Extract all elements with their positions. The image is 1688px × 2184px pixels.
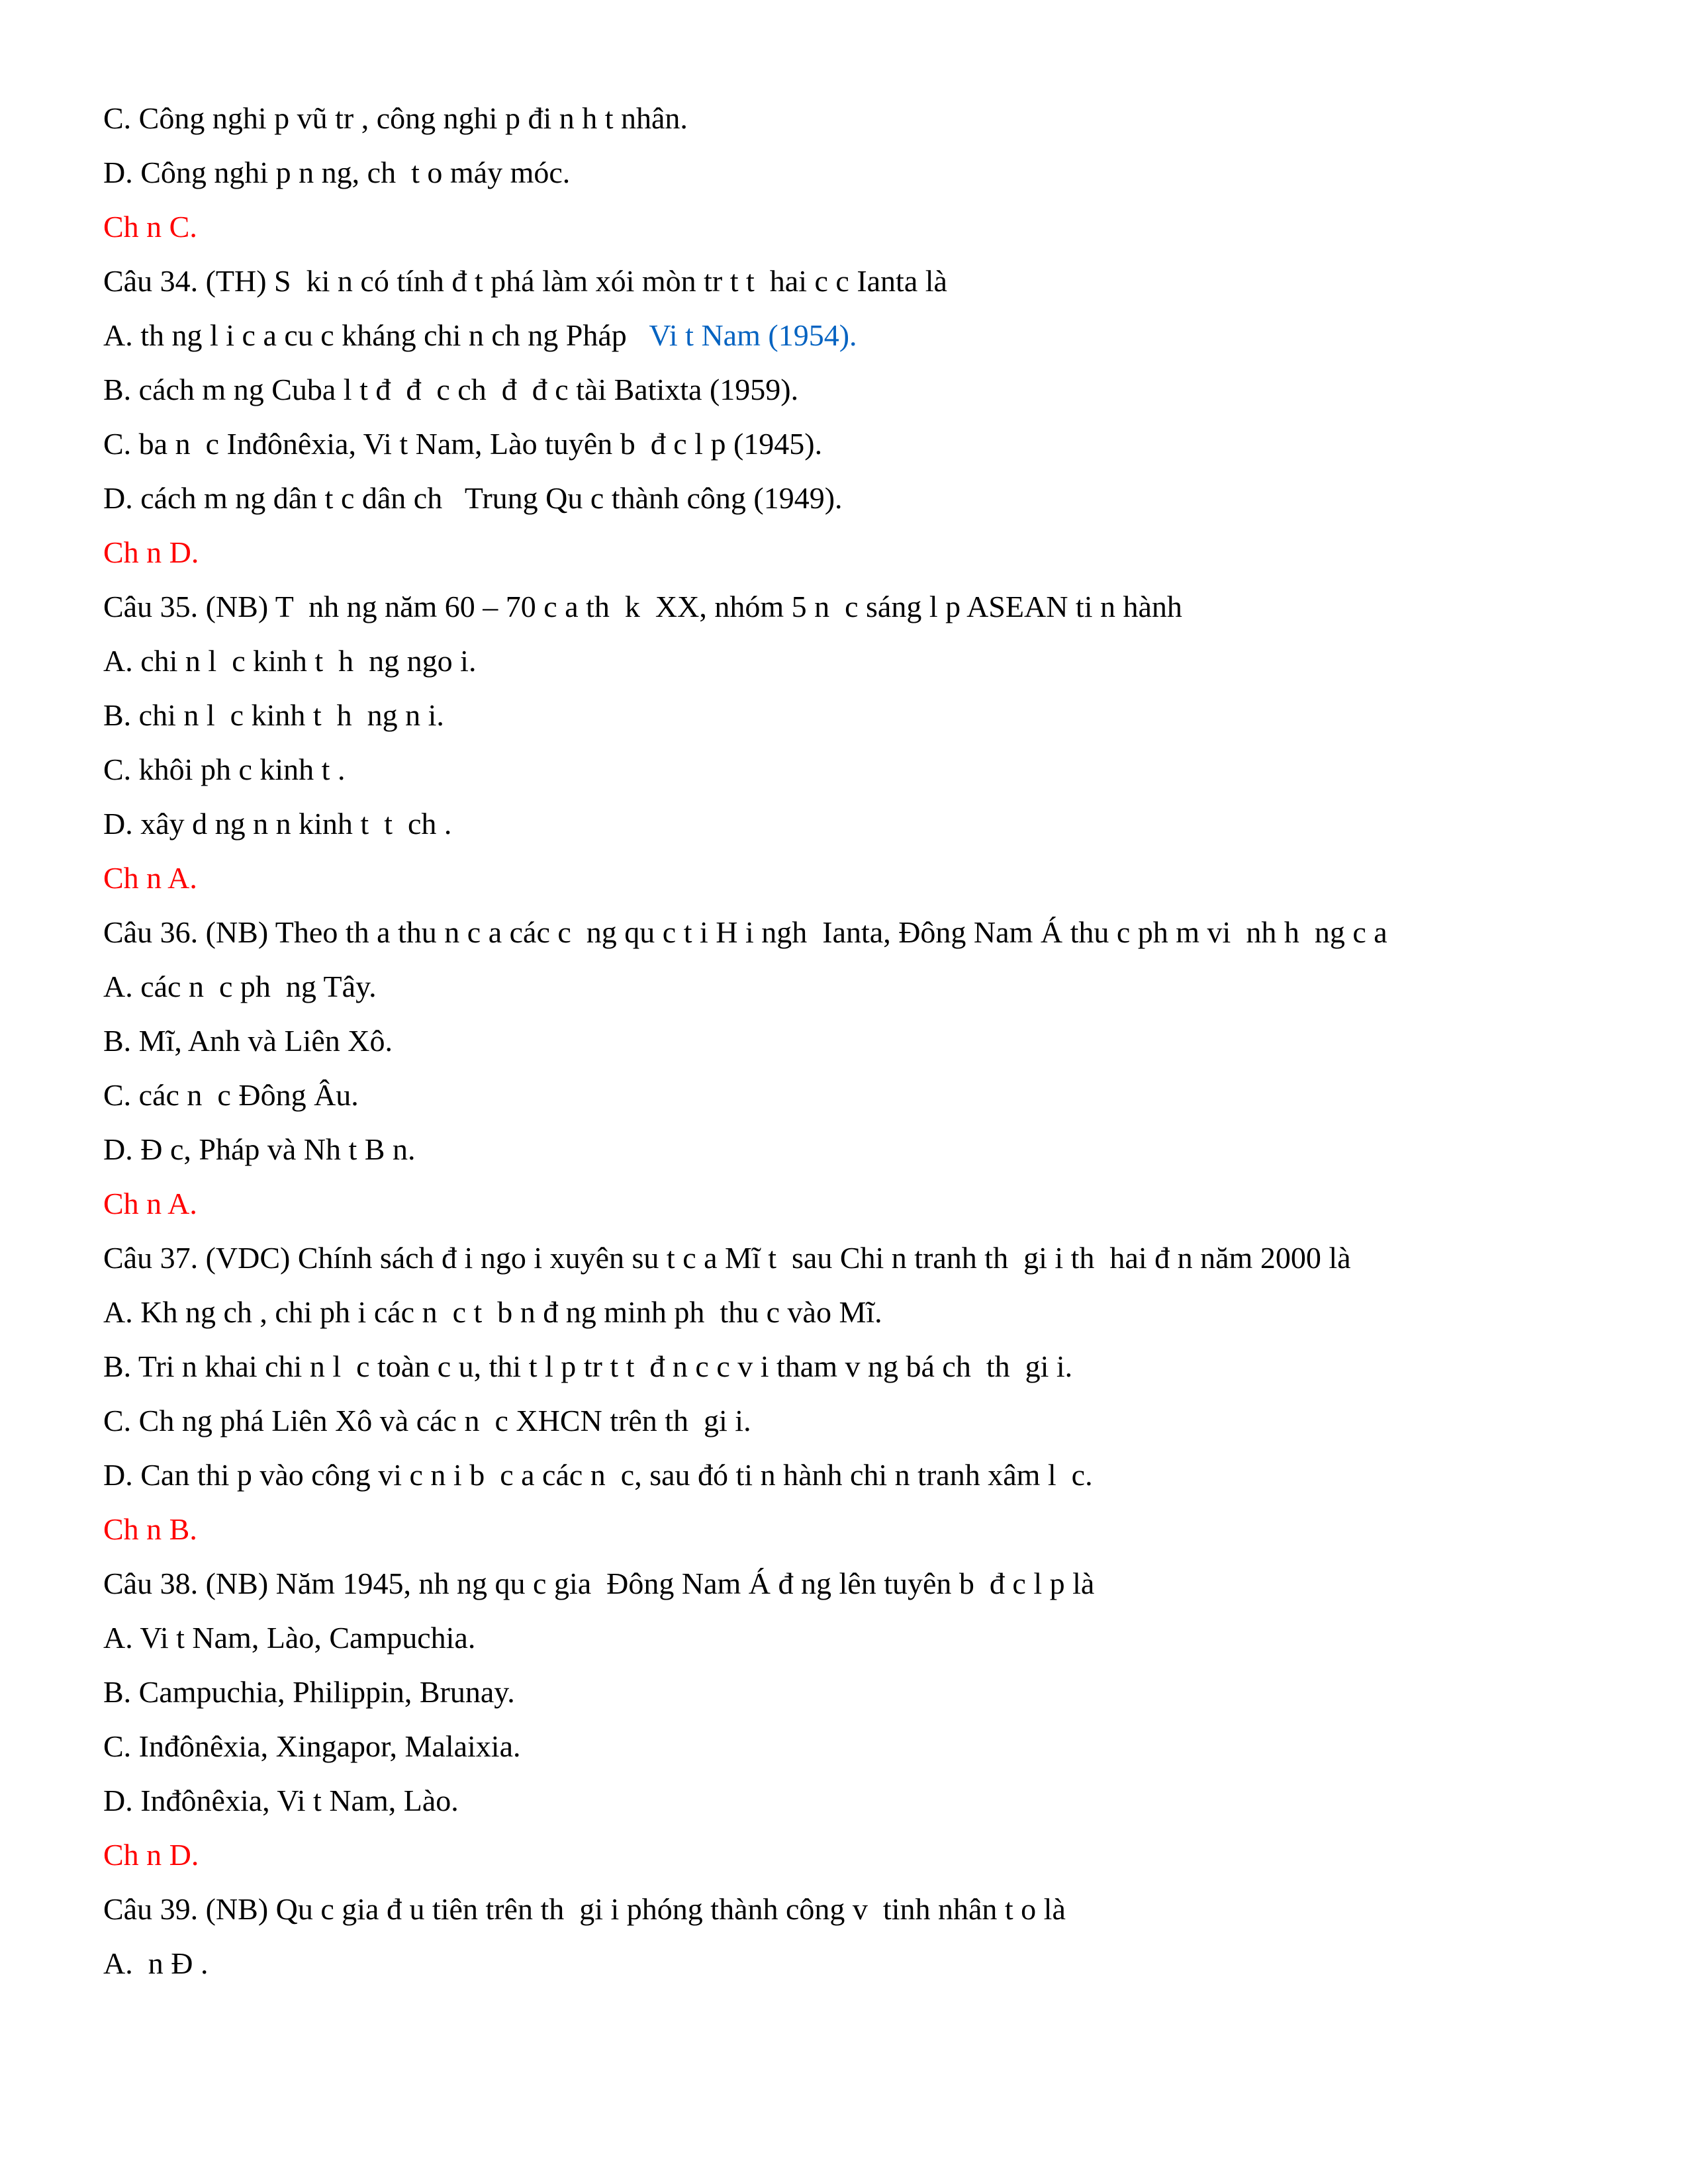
option-line xyxy=(103,363,1609,417)
question-text: Câu 37. (VDC) Chính sách đ i ngo i xuyên su t c a Mĩ t sau Chi n tranh th gi i th hai đ n năm 2000 là xyxy=(103,1241,1351,1275)
option-line xyxy=(103,1719,1609,1774)
option-text: C. Ch ng phá Liên Xô và các n c XHCN trên th gi i. xyxy=(103,1404,751,1437)
answer-line xyxy=(103,1828,1609,1882)
option-text: C. khôi ph c kinh t . xyxy=(103,752,346,786)
option-line xyxy=(103,308,1609,363)
option-text: D. Inđônêxia, Vi t Nam, Lào. xyxy=(103,1784,459,1817)
option-line xyxy=(103,1936,1609,1991)
answer-text: Ch n D. xyxy=(103,535,199,569)
option-text: A. Kh ng ch , chi ph i các n c t b n đ ng minh ph thu c vào Mĩ. xyxy=(103,1295,882,1329)
option-line xyxy=(103,1068,1609,1122)
option-text: D. cách m ng dân t c dân ch Trung Qu c thành công (1949). xyxy=(103,481,843,515)
question-line xyxy=(103,1882,1609,1936)
option-text: C. các n c Đông Âu. xyxy=(103,1078,359,1112)
option-text: A. th ng l i c a cu c kháng chi n ch ng Pháp xyxy=(103,318,635,352)
option-line xyxy=(103,688,1609,743)
question-text: Câu 34. (TH) S ki n có tính đ t phá làm xói mòn tr t t hai c c Ianta là xyxy=(103,264,947,298)
option-text: B. Tri n khai chi n l c toàn c u, thi t l p tr t t đ n c c v i tham v ng bá ch th gi i. xyxy=(103,1349,1073,1383)
option-line xyxy=(103,1774,1609,1828)
option-text: A. chi n l c kinh t h ng ngo i. xyxy=(103,644,477,678)
option-text: D. Công nghi p n ng, ch t o máy móc. xyxy=(103,156,571,189)
option-line xyxy=(103,471,1609,525)
answer-text: Ch n A. xyxy=(103,1187,197,1220)
option-line xyxy=(103,1014,1609,1068)
option-text: D. Đ c, Pháp và Nh t B n. xyxy=(103,1132,416,1166)
option-line xyxy=(103,960,1609,1014)
question-line xyxy=(103,580,1609,634)
answer-text: Ch n B. xyxy=(103,1512,197,1546)
highlighted-text: Vi t Nam (1954). xyxy=(634,318,857,352)
option-line xyxy=(103,797,1609,851)
question-line xyxy=(103,254,1609,308)
question-line xyxy=(103,1557,1609,1611)
answer-line xyxy=(103,525,1609,580)
answer-text: Ch n D. xyxy=(103,1838,199,1872)
option-text: A. n Đ . xyxy=(103,1946,209,1980)
option-line xyxy=(103,1122,1609,1177)
option-text: D. Can thi p vào công vi c n i b c a các n c, sau đó ti n hành chi n tranh xâm l c. xyxy=(103,1458,1093,1492)
option-line xyxy=(103,743,1609,797)
option-line xyxy=(103,417,1609,471)
option-line xyxy=(103,91,1609,146)
option-line xyxy=(103,1285,1609,1340)
option-text: C. Công nghi p vũ tr , công nghi p đi n h t nhân. xyxy=(103,101,688,135)
option-line xyxy=(103,634,1609,688)
question-text: Câu 36. (NB) Theo th a thu n c a các c ng qu c t i H i ngh Ianta, Đông Nam Á thu c ph m vi nh h ng c a xyxy=(103,915,1387,949)
answer-line xyxy=(103,1177,1609,1231)
question-line xyxy=(103,1231,1609,1285)
option-line xyxy=(103,1340,1609,1394)
option-text: B. Campuchia, Philippin, Brunay. xyxy=(103,1675,515,1709)
question-line xyxy=(103,905,1609,960)
option-text: B. chi n l c kinh t h ng n i. xyxy=(103,698,444,732)
option-text: D. xây d ng n n kinh t t ch . xyxy=(103,807,452,841)
answer-text: Ch n C. xyxy=(103,210,197,244)
option-line xyxy=(103,146,1609,200)
option-text: C. ba n c Inđônêxia, Vi t Nam, Lào tuyên b đ c l p (1945). xyxy=(103,427,823,461)
answer-text: Ch n A. xyxy=(103,861,197,895)
question-text: Câu 39. (NB) Qu c gia đ u tiên trên th gi i phóng thành công v tinh nhân t o là xyxy=(103,1892,1066,1926)
option-text: B. cách m ng Cuba l t đ đ c ch đ đ c tài Batixta (1959). xyxy=(103,373,799,406)
question-text: Câu 35. (NB) T nh ng năm 60 – 70 c a th k XX, nhóm 5 n c sáng l p ASEAN ti n hành xyxy=(103,590,1182,623)
option-line xyxy=(103,1665,1609,1719)
option-line xyxy=(103,1611,1609,1665)
option-text: C. Inđônêxia, Xingapor, Malaixia. xyxy=(103,1729,521,1763)
option-line xyxy=(103,1448,1609,1502)
answer-line xyxy=(103,200,1609,254)
answer-line xyxy=(103,1502,1609,1557)
question-text: Câu 38. (NB) Năm 1945, nh ng qu c gia Đông Nam Á đ ng lên tuyên b đ c l p là xyxy=(103,1567,1095,1600)
option-text: A. Vi t Nam, Lào, Campuchia. xyxy=(103,1621,476,1655)
option-line xyxy=(103,1394,1609,1448)
option-text: A. các n c ph ng Tây. xyxy=(103,970,377,1003)
answer-line xyxy=(103,851,1609,905)
option-text: B. Mĩ, Anh và Liên Xô. xyxy=(103,1024,393,1058)
